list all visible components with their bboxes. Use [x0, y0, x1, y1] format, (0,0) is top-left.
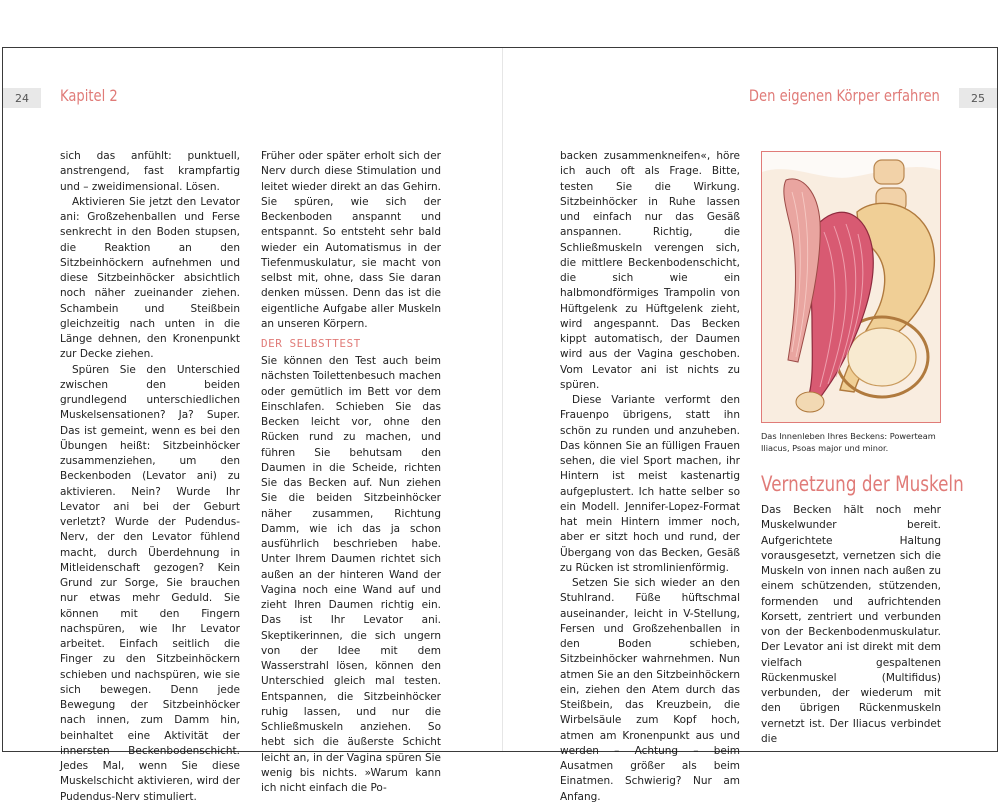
paragraph: Aktivieren Sie jetzt den Levator ani: Großzehenballen und Ferse senkrecht in den Boden stupsen, die Reaktion an den Sitzbeinhöckern aufnehmen und diese Sitzbeinhöcker absichtlich noch näher zueinander ziehen. Schambein und Steißbein gleichzeitig nach unten in die Länge dehnen, den Kronenpunkt zur Decke ziehen. [60, 195, 240, 361]
subheading-selbsttest: DER SELBSTTEST [261, 337, 361, 350]
paragraph: Sie können den Test auch beim nächsten Toilettenbesuch machen oder gemütlich im Bett vor dem Einschlafen. Schieben Sie das Becken leicht vor, ohne den Rücken rund zu machen, und führen Sie behutsam den Daumen in die Scheide, richten Sie das Becken auf. Nun ziehen Sie die beiden Sitzbeinhöcker näher zusammen, Richtung Damm, wie ich das ja schon ausführlich beschrieben habe. Unter Ihrem Daumen richtet sich außen an der hinteren Wand der Vagina noch eine Wand auf und zieht Ihren Daumen richtig ein. Das ist Ihr Levator ani. Skeptikerinnen, die sich ungern von der Idee mit dem Wasserstrahl lösen, können den Unterschied gleich mal testen. Entspannen, die Sitzbeinhöcker ruhig lassen, und nur die Schließmuskeln anziehen. So hebt sich die äußerste Schicht leicht an, in der Vagina spüren Sie wenig bis nichts. »Warum kann ich nicht einfach die Po- [261, 355, 441, 794]
left-column-2 [261, 149, 441, 796]
running-head-left: Kapitel 2 [60, 86, 118, 105]
paragraph: Spüren Sie den Unterschied zwischen den beiden grundlegend unterschiedlichen Muskelsensationen? Ja? Super. Das ist gemeint, wenn es bei den Übungen heißt: Sitzbeinhöcker zusammenziehen, um den Beckenboden (Levator ani) zu aktivieren. Nein? Wurde Ihr Levator ani bei der Geburt verletzt? Wurde der Pudendus-Nerv, der den Levator fühlend macht, durch Überdehnung in Mitleidenschaft gezogen? Kein Grund zur Sorge, Sie brauchen nur etwas mehr Geduld. Sie können mit den Fingern nachspüren, wie Ihr Levator arbeitet. Einfach seitlich die Finger zu den Sitzbeinhöckern schieben und nachspüren, wie sie sich bewegen. Denn jede Bewegung der Sitzbeinhöcker nach innen, zum Damm hin, beinhaltet eine Aktivität der innersten Beckenbodenschicht. Jedes Mal, wenn Sie diese Muskelschicht aktivieren, wird der Pudendus-Nerv stimuliert. [60, 363, 240, 803]
pelvis-illustration [761, 151, 941, 423]
paragraph: backen zusammenkneifen«, höre ich auch oft als Frage. Bitte, testen Sie die Wirkung. Sitzbeinhöcker in Ruhe lassen und einfach nur das Gesäß anspannen. Richtig, die Schließmuskeln verengen sich, die mittlere Beckenbodenschicht, die sich wie ein halbmondförmiges Trampolin von Hüftgelenk zu Hüftgelenk zieht, wird angespannt. Das Becken kippt automatisch, der Daumen wird aus der Vagina geschoben. Vom Levator ani ist nichts zu spüren. [560, 150, 740, 391]
pelvis-muscles-drawing [762, 152, 940, 422]
paragraph: sich das anfühlt: punktuell, anstrengend, fast krampfartig und – zweidimensional. Lösen. [60, 150, 240, 193]
running-head-right: Den eigenen Körper erfahren [749, 86, 940, 105]
gutter [502, 48, 503, 751]
right-column-2 [761, 503, 941, 747]
paragraph: Das Becken hält noch mehr Muskelwunder bereit. Aufgerichtete Haltung vorausgesetzt, vernetzen sich die Muskeln von innen nach außen zu einem schützenden, stützenden, formenden und aufrichtenden Korsett, zentriert und verbunden von der Beckenbodenmuskulatur. Der Levator ani ist direkt mit dem vielfach gespaltenen Rückenmuskel (Multifidus) verbunden, der wiederum mit den übrigen Rückenmuskeln vernetzt ist. Der Iliacus verbindet die [761, 504, 941, 745]
book-spread [2, 47, 998, 803]
page-number-left: 24 [3, 88, 41, 108]
section-title: Vernetzung der Muskeln [761, 472, 964, 496]
left-column-1 [60, 149, 240, 805]
paragraph: Früher oder später erholt sich der Nerv durch diese Stimulation und leitet wieder direkt an das Gehirn. Sie spüren, wie sich der Beckenboden anspannt und entspannt. So entsteht sehr bald wieder ein Automatismus in der Tiefenmuskulatur, sie macht von selbst mit, ohne, dass Sie daran denken müssen. Denn das ist die eigentliche Aufgabe aller Muskeln an unseren Körpern. [261, 150, 441, 330]
right-column-1 [560, 149, 740, 805]
paragraph: Setzen Sie sich wieder an den Stuhlrand. Füße hüftschmal auseinander, leicht in V-Stellung, Fersen und Großzehenballen in den Boden schieben, Sitzbeinhöcker wahrnehmen. Nun atmen Sie an den Sitzbeinhöckern ein, ziehen den Atem durch das Steißbein, das Kreuzbein, die Wirbelsäule zum Kopf hoch, atmen am Kronenpunkt aus und werden – Achtung – beim Ausatmen größer als beim Einatmen. Schwierig? Nur am Anfang. [560, 577, 740, 803]
paragraph: Diese Variante verformt den Frauenpo übrigens, statt ihn schön zu runden und anzuheben. Das können Sie an fülligen Frauen sehen, die viel Sport machen, ihr Hintern ist meist kastenartig aufgeplustert. Ich hatte selber so ein Modell. Jennifer-Lopez-Format hat mein Hintern immer noch, aber er sitzt hoch und rund, der Übergang von das Becken, Gesäß zu Rücken ist stromlinienförmig. [560, 394, 740, 574]
figure-caption: Das Innenleben Ihres Beckens: Powerteam Iliacus, Psoas major und minor. [761, 431, 936, 453]
page-number-right: 25 [959, 88, 997, 108]
